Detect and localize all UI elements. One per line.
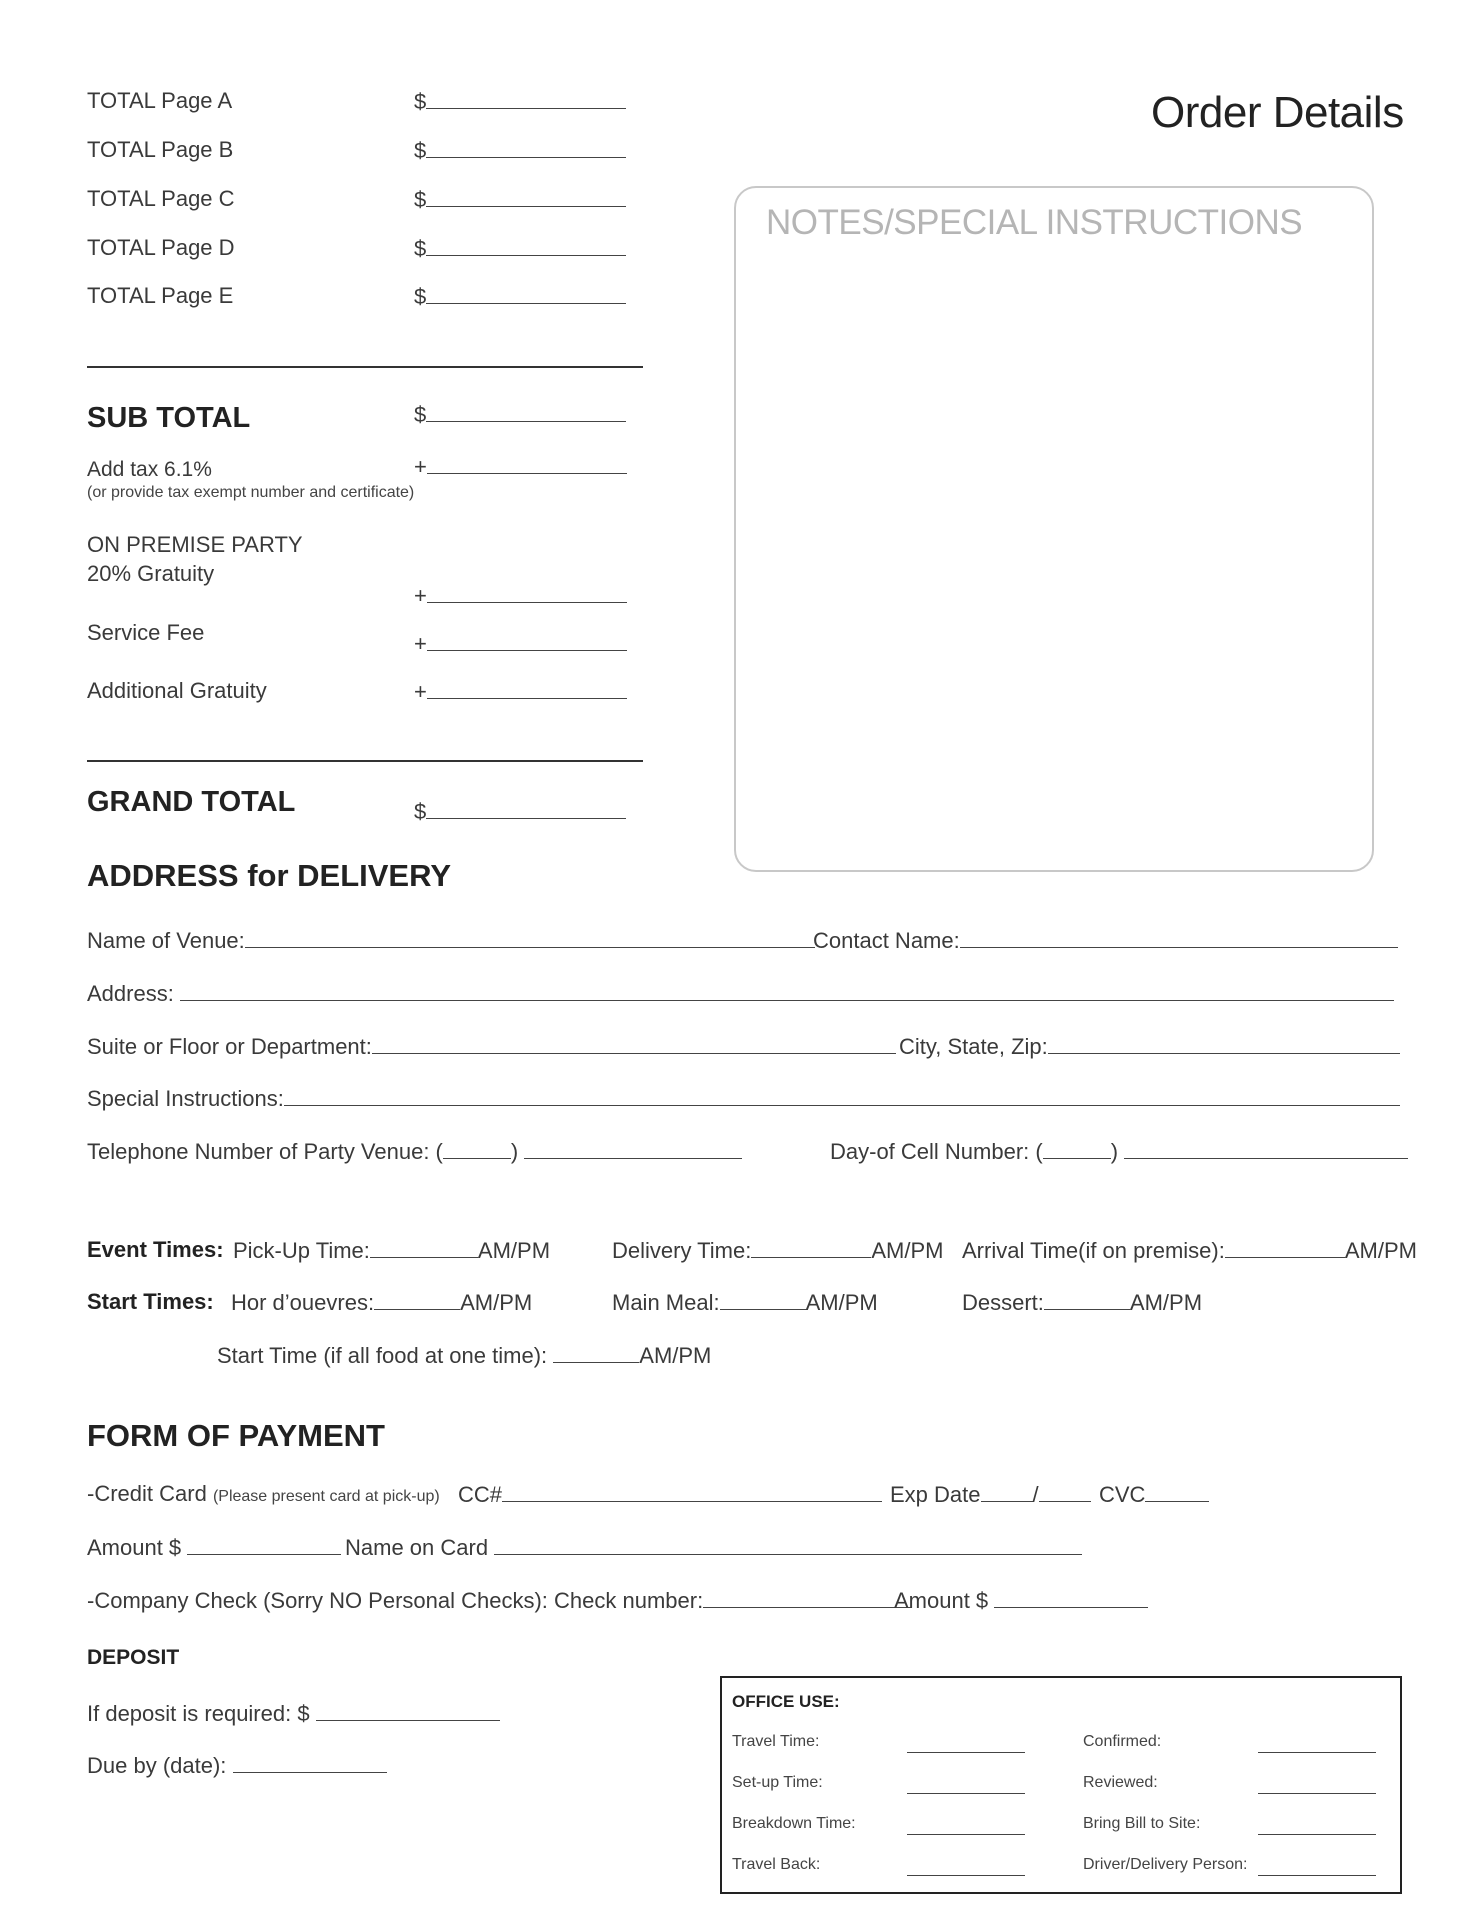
contact-field[interactable] xyxy=(813,927,1398,954)
venue-phone-field[interactable] xyxy=(87,1138,742,1165)
office-bring-bill-label: Bring Bill to Site: xyxy=(1083,1815,1201,1832)
venue-label: Name of Venue: xyxy=(87,928,245,953)
check-amount-label: Amount $ xyxy=(894,1588,989,1613)
paren-close: ) xyxy=(1110,1139,1119,1164)
suite-input[interactable] xyxy=(372,1033,896,1054)
total-label-d: TOTAL Page D xyxy=(87,235,235,260)
cc-number-field[interactable] xyxy=(458,1481,882,1508)
total-d-blank[interactable] xyxy=(426,235,626,256)
office-travel-back-label: Travel Back: xyxy=(732,1856,821,1873)
notes-heading: NOTES/SPECIAL INSTRUCTIONS xyxy=(766,203,1303,242)
city-field[interactable] xyxy=(899,1033,1400,1060)
card-amount-field[interactable] xyxy=(87,1534,341,1561)
cell-phone-area-input[interactable] xyxy=(1043,1138,1111,1159)
deposit-due-input[interactable] xyxy=(233,1752,387,1773)
city-label: City, State, Zip: xyxy=(899,1034,1048,1059)
office-reviewed-input[interactable] xyxy=(1258,1773,1376,1794)
pickup-time-input[interactable] xyxy=(370,1237,478,1258)
gratuity-amount[interactable] xyxy=(414,582,627,609)
venue-input[interactable] xyxy=(245,927,815,948)
exp-date-field[interactable] xyxy=(890,1481,1091,1508)
grand-total-blank[interactable] xyxy=(426,798,626,819)
grand-total-label: GRAND TOTAL xyxy=(87,786,296,818)
service-fee-blank[interactable] xyxy=(427,630,627,651)
paren-close: ) xyxy=(510,1139,519,1164)
total-e-blank[interactable] xyxy=(426,283,626,304)
ampm-label: AM/PM xyxy=(805,1290,878,1315)
service-fee-label: Service Fee xyxy=(87,620,205,645)
delivery-time-label: Delivery Time: xyxy=(612,1238,752,1263)
venue-phone-area-input[interactable] xyxy=(443,1138,511,1159)
dessert-time-input[interactable] xyxy=(1044,1289,1130,1310)
name-on-card-field[interactable] xyxy=(345,1534,1082,1561)
additional-gratuity-amount[interactable] xyxy=(414,678,627,705)
subtotal-label: SUB TOTAL xyxy=(87,402,251,434)
cc-number-label: CC# xyxy=(458,1482,503,1507)
main-meal-time-label: Main Meal: xyxy=(612,1290,720,1315)
plus-sign: + xyxy=(414,631,427,656)
subtotal-amount[interactable] xyxy=(414,401,626,428)
address-field[interactable] xyxy=(87,980,1394,1007)
delivery-heading: ADDRESS for DELIVERY xyxy=(87,858,452,893)
deposit-amount-label: If deposit is required: $ xyxy=(87,1701,310,1726)
payment-heading: FORM OF PAYMENT xyxy=(87,1418,385,1453)
ampm-label: AM/PM xyxy=(1344,1238,1417,1263)
tax-amount[interactable] xyxy=(414,453,627,480)
contact-label: Contact Name: xyxy=(813,928,960,953)
office-reviewed-label: Reviewed: xyxy=(1083,1774,1158,1791)
total-amount-b[interactable] xyxy=(414,137,626,164)
page-title: Order Details xyxy=(1151,88,1404,137)
tax-note: (or provide tax exempt number and certificate) xyxy=(87,484,415,501)
office-travel-time-label: Travel Time: xyxy=(732,1733,820,1750)
arrival-time-field[interactable] xyxy=(962,1237,1417,1264)
credit-card-label: -Credit Card xyxy=(87,1481,207,1506)
plus-sign: + xyxy=(414,454,427,479)
cell-phone-input[interactable] xyxy=(1124,1138,1408,1159)
office-breakdown-time-input[interactable] xyxy=(907,1814,1025,1835)
start-times-label: Start Times: xyxy=(87,1289,214,1314)
hor-time-input[interactable] xyxy=(374,1289,460,1310)
dessert-time-field[interactable] xyxy=(962,1289,1202,1316)
office-setup-time-label: Set-up Time: xyxy=(732,1774,823,1791)
arrival-time-input[interactable] xyxy=(1225,1237,1345,1258)
cvc-label: CVC xyxy=(1099,1482,1146,1507)
check-amount-input[interactable] xyxy=(994,1587,1148,1608)
total-label-c: TOTAL Page C xyxy=(87,186,235,211)
office-confirmed-input[interactable] xyxy=(1258,1732,1376,1753)
total-amount-c[interactable] xyxy=(414,186,626,213)
name-on-card-input[interactable] xyxy=(494,1534,1082,1555)
main-meal-time-field[interactable] xyxy=(612,1289,878,1316)
ampm-label: AM/PM xyxy=(460,1290,533,1315)
arrival-time-label: Arrival Time(if on premise): xyxy=(962,1238,1225,1263)
card-amount-label: Amount $ xyxy=(87,1535,182,1560)
total-amount-e[interactable] xyxy=(414,283,626,310)
ampm-label: AM/PM xyxy=(1129,1290,1203,1315)
ampm-label: AM/PM xyxy=(639,1343,712,1368)
tax-label: Add tax 6.1% xyxy=(87,458,212,481)
deposit-amount-input[interactable] xyxy=(316,1700,500,1721)
check-number-label: -Company Check (Sorry NO Personal Checks): Check number: xyxy=(87,1588,704,1613)
office-bring-bill-input[interactable] xyxy=(1258,1814,1376,1835)
venue-field[interactable] xyxy=(87,927,815,954)
single-start-time-input[interactable] xyxy=(553,1342,639,1363)
service-fee-amount[interactable] xyxy=(414,630,627,657)
single-start-time-label: Start Time (if all food at one time): xyxy=(217,1343,548,1368)
pickup-time-field[interactable] xyxy=(233,1237,550,1264)
event-times-label: Event Times: xyxy=(87,1237,224,1262)
suite-field[interactable] xyxy=(87,1033,896,1060)
gratuity-label: 20% Gratuity xyxy=(87,561,215,586)
hor-time-field[interactable] xyxy=(231,1289,532,1316)
dollar-sign: $ xyxy=(414,284,427,309)
hor-time-label: Hor d’ouevres: xyxy=(231,1290,375,1315)
contact-input[interactable] xyxy=(960,927,1398,948)
total-label-e: TOTAL Page E xyxy=(87,283,234,308)
office-breakdown-time-label: Breakdown Time: xyxy=(732,1815,856,1832)
cell-phone-label: Day-of Cell Number: ( xyxy=(830,1139,1043,1164)
ampm-label: AM/PM xyxy=(871,1238,944,1263)
cvc-input[interactable] xyxy=(1145,1481,1209,1502)
delivery-time-input[interactable] xyxy=(751,1237,871,1258)
pickup-time-label: Pick-Up Time: xyxy=(233,1238,370,1263)
ampm-label: AM/PM xyxy=(477,1238,551,1263)
total-a-blank[interactable] xyxy=(426,88,626,109)
main-meal-time-input[interactable] xyxy=(720,1289,806,1310)
dollar-sign: $ xyxy=(414,89,427,114)
credit-card-note: (Please present card at pick-up) xyxy=(212,1488,440,1505)
address-label: Address: xyxy=(87,981,174,1006)
exp-separator: / xyxy=(1032,1482,1039,1507)
divider xyxy=(87,760,643,762)
office-setup-time-input[interactable] xyxy=(907,1773,1025,1794)
special-instructions-label: Special Instructions: xyxy=(87,1086,284,1111)
dollar-sign: $ xyxy=(414,138,427,163)
office-driver-label: Driver/Delivery Person: xyxy=(1083,1856,1248,1873)
exp-year-input[interactable] xyxy=(1039,1481,1091,1502)
dollar-sign: $ xyxy=(414,187,427,212)
office-driver-input[interactable] xyxy=(1258,1855,1376,1876)
check-number-field[interactable] xyxy=(87,1587,911,1614)
total-b-blank[interactable] xyxy=(426,137,626,158)
total-amount-d[interactable] xyxy=(414,235,626,262)
party-label: ON PREMISE PARTY xyxy=(87,532,303,557)
venue-phone-input[interactable] xyxy=(524,1138,742,1159)
notes-box[interactable] xyxy=(734,186,1374,872)
total-c-blank[interactable] xyxy=(426,186,626,207)
name-on-card-label: Name on Card xyxy=(345,1535,489,1560)
deposit-due-label: Due by (date): xyxy=(87,1753,227,1778)
deposit-heading: DEPOSIT xyxy=(87,1646,180,1669)
total-amount-a[interactable] xyxy=(414,88,626,115)
card-amount-input[interactable] xyxy=(187,1534,341,1555)
total-label-b: TOTAL Page B xyxy=(87,137,234,162)
special-instructions-field[interactable] xyxy=(87,1085,1400,1112)
credit-card-row xyxy=(87,1481,440,1507)
venue-phone-label: Telephone Number of Party Venue: ( xyxy=(87,1139,443,1164)
city-input[interactable] xyxy=(1048,1033,1400,1054)
dollar-sign: $ xyxy=(414,799,427,824)
special-instructions-input[interactable] xyxy=(284,1085,1400,1106)
cell-phone-field[interactable] xyxy=(830,1138,1408,1165)
exp-month-input[interactable] xyxy=(981,1481,1033,1502)
check-amount-field[interactable] xyxy=(894,1587,1148,1614)
office-travel-time-input[interactable] xyxy=(907,1732,1025,1753)
dollar-sign: $ xyxy=(414,402,427,427)
tax-blank[interactable] xyxy=(427,453,627,474)
subtotal-blank[interactable] xyxy=(426,401,626,422)
office-confirmed-label: Confirmed: xyxy=(1083,1733,1162,1750)
deposit-amount-field[interactable] xyxy=(87,1700,500,1727)
grand-total-amount[interactable] xyxy=(414,798,626,825)
office-use-heading: OFFICE USE: xyxy=(732,1692,840,1711)
office-travel-back-input[interactable] xyxy=(907,1855,1025,1876)
single-start-time-field[interactable] xyxy=(217,1342,711,1369)
suite-label: Suite or Floor or Department: xyxy=(87,1034,372,1059)
gratuity-blank[interactable] xyxy=(427,582,627,603)
delivery-time-field[interactable] xyxy=(612,1237,943,1264)
cc-number-input[interactable] xyxy=(502,1481,882,1502)
cvc-field[interactable] xyxy=(1099,1481,1209,1508)
dollar-sign: $ xyxy=(414,236,427,261)
divider xyxy=(87,366,643,368)
total-label-a: TOTAL Page A xyxy=(87,88,233,113)
dessert-time-label: Dessert: xyxy=(962,1290,1044,1315)
deposit-due-field[interactable] xyxy=(87,1752,387,1779)
additional-gratuity-label: Additional Gratuity xyxy=(87,678,267,703)
additional-gratuity-blank[interactable] xyxy=(427,678,627,699)
plus-sign: + xyxy=(414,583,427,608)
check-number-input[interactable] xyxy=(703,1587,911,1608)
address-input[interactable] xyxy=(180,980,1394,1001)
exp-date-label: Exp Date xyxy=(890,1482,981,1507)
plus-sign: + xyxy=(414,679,427,704)
